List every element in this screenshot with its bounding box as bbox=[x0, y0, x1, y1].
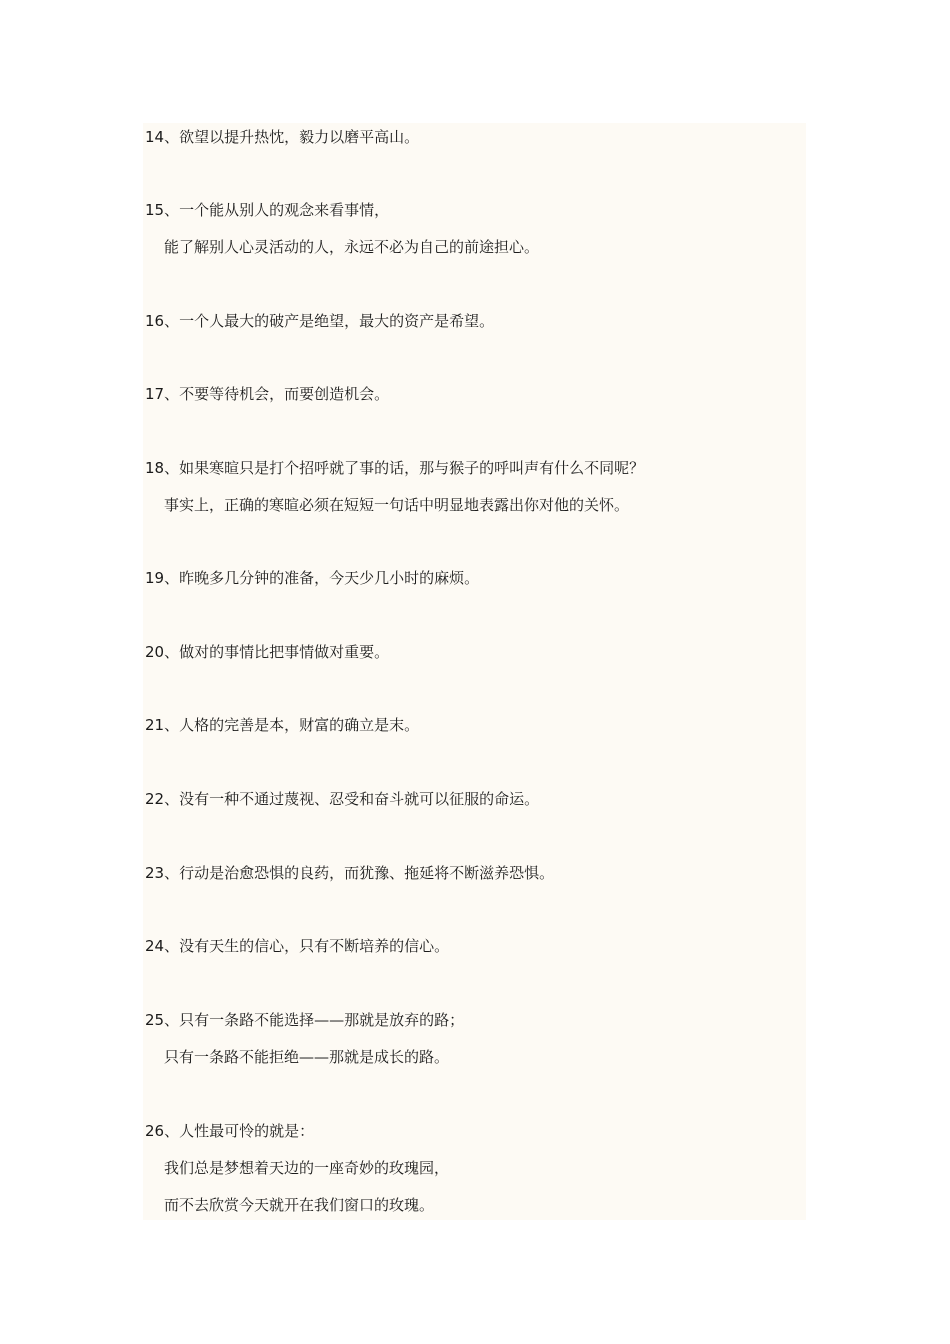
quote-text: 、人性最可怜的就是： bbox=[164, 1122, 315, 1140]
quote-number: 22 bbox=[145, 790, 165, 808]
quote-continuation: 能了解别人心灵活动的人，永远不必为自己的前途担心。 bbox=[164, 238, 540, 256]
quote-number: 20 bbox=[145, 643, 165, 661]
quote-line bbox=[145, 928, 795, 965]
quote-14 bbox=[145, 119, 795, 156]
quote-line bbox=[145, 855, 795, 892]
quote-continuation: 只有一条路不能拒绝——那就是成长的路。 bbox=[164, 1048, 450, 1066]
quote-19 bbox=[145, 560, 795, 597]
quote-line bbox=[145, 192, 795, 229]
quote-line bbox=[145, 119, 795, 156]
quote-20 bbox=[145, 634, 795, 671]
quote-26 bbox=[145, 1113, 795, 1224]
quote-22 bbox=[145, 781, 795, 818]
quote-line bbox=[145, 781, 795, 818]
quote-16 bbox=[145, 303, 795, 340]
quote-text: 、人格的完善是本，财富的确立是末。 bbox=[164, 716, 420, 734]
quote-number: 21 bbox=[145, 716, 165, 734]
quote-text: 、如果寒暄只是打个招呼就了事的话，那与猴子的呼叫声有什么不同呢？ bbox=[164, 459, 645, 477]
quote-line bbox=[145, 450, 795, 487]
quote-15 bbox=[145, 192, 795, 266]
quote-text: 、只有一条路不能选择——那就是放弃的路； bbox=[164, 1011, 465, 1029]
quote-text: 、不要等待机会，而要创造机会。 bbox=[164, 385, 390, 403]
quote-number: 23 bbox=[145, 864, 165, 882]
quote-line bbox=[145, 303, 795, 340]
quote-text: 、没有一种不通过蔑视、忍受和奋斗就可以征服的命运。 bbox=[164, 790, 540, 808]
quote-continuation: 而不去欣赏今天就开在我们窗口的玫瑰。 bbox=[164, 1196, 435, 1214]
quote-text: 、没有天生的信心，只有不断培养的信心。 bbox=[164, 937, 450, 955]
quote-continuation: 我们总是梦想着天边的一座奇妙的玫瑰园， bbox=[164, 1159, 450, 1177]
quote-23 bbox=[145, 855, 795, 892]
quote-24 bbox=[145, 928, 795, 965]
quote-line bbox=[145, 560, 795, 597]
quote-18 bbox=[145, 450, 795, 524]
quote-text: 、欲望以提升热忱，毅力以磨平高山。 bbox=[164, 128, 420, 146]
quote-number: 16 bbox=[145, 312, 165, 330]
quote-number: 26 bbox=[145, 1122, 165, 1140]
quote-line bbox=[145, 1002, 795, 1039]
quote-text: 、行动是治愈恐惧的良药，而犹豫、拖延将不断滋养恐惧。 bbox=[164, 864, 555, 882]
quote-number: 18 bbox=[145, 459, 165, 477]
quote-line bbox=[145, 634, 795, 671]
quote-number: 25 bbox=[145, 1011, 165, 1029]
quote-text: 、一个人最大的破产是绝望，最大的资产是希望。 bbox=[164, 312, 495, 330]
quote-number: 17 bbox=[145, 385, 165, 403]
quote-25 bbox=[145, 1002, 795, 1076]
quote-line bbox=[145, 1113, 795, 1150]
quote-17 bbox=[145, 376, 795, 413]
quote-number: 14 bbox=[145, 128, 165, 146]
quote-number: 19 bbox=[145, 569, 165, 587]
quote-number: 24 bbox=[145, 937, 165, 955]
quote-text: 、做对的事情比把事情做对重要。 bbox=[164, 643, 390, 661]
quote-21 bbox=[145, 707, 795, 744]
quote-line bbox=[145, 376, 795, 413]
quote-text: 、昨晚多几分钟的准备，今天少几小时的麻烦。 bbox=[164, 569, 480, 587]
quote-number: 15 bbox=[145, 201, 165, 219]
quote-continuation: 事实上，正确的寒暄必须在短短一句话中明显地表露出你对他的关怀。 bbox=[164, 496, 630, 514]
quote-text: 、一个能从别人的观念来看事情， bbox=[164, 201, 390, 219]
quote-line bbox=[145, 707, 795, 744]
